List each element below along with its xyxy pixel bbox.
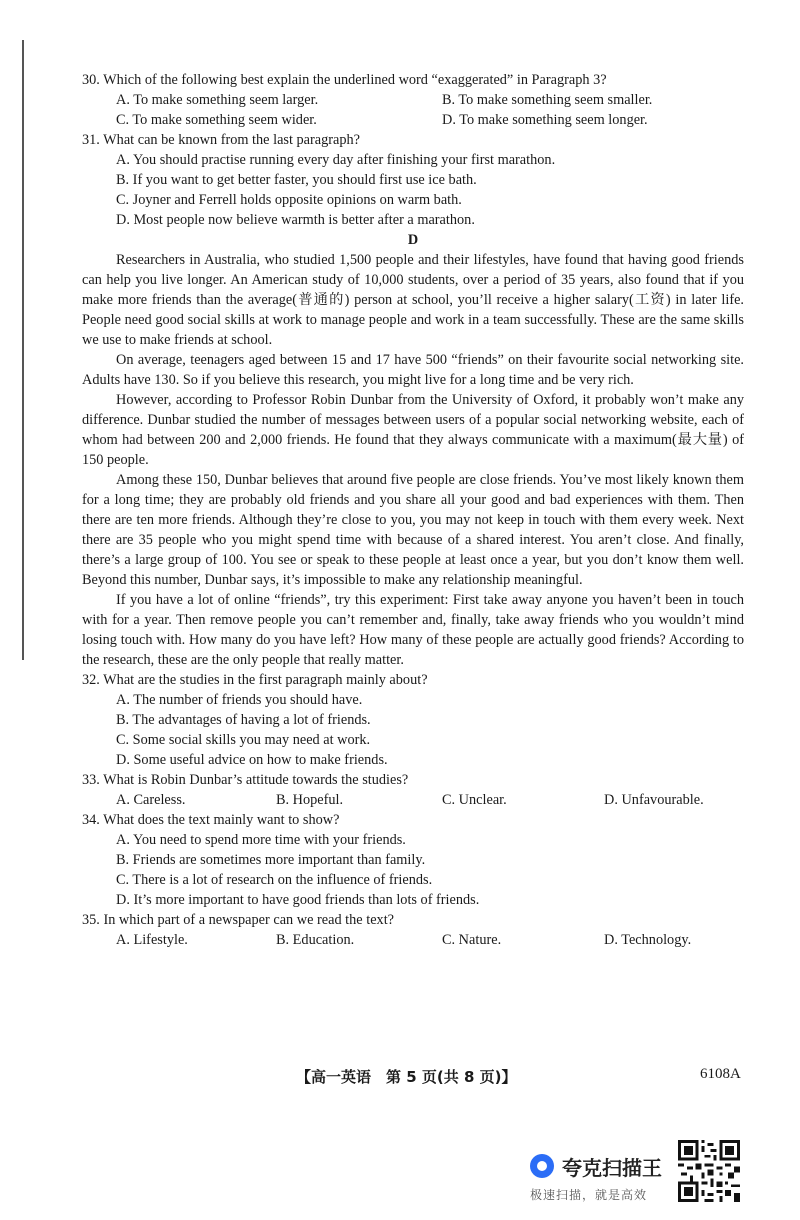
option-a: A. Careless. <box>116 792 186 808</box>
scanner-watermark <box>524 1150 674 1210</box>
question-35-stem: 35. In which part of a newspaper can we read the text? <box>82 912 395 928</box>
question-34-stem: 34. What does the text mainly want to show? <box>82 812 340 828</box>
qr-code-icon <box>678 1140 740 1202</box>
option-a: A. Lifestyle. <box>116 932 188 948</box>
passage-paragraph-5: If you have a lot of online “friends”, try this experiment: First take away anyone you haven’t been in touch with for a year. Then remove people you can’t remember and, finally, take away friends who you wouldn’t mind losing touch with. How many do you have left? How many of these people are actually good friends? According to the research, these are the only people that really matter. <box>82 592 744 668</box>
exam-content <box>82 70 744 950</box>
question-35-options <box>116 930 744 950</box>
option-d: D. Unfavourable. <box>604 792 704 808</box>
passage-paragraph-4: Among these 150, Dunbar believes that around five people are close friends. You’ve most likely known them for a long time; they are probably old friends and you share all your good and bad experiences with them. Then there are ten more friends. Although they’re close to you, you may not keep in touch with them every week. Next there are 35 people who you might spend time with because of a shared interest. You aren’t close. And finally, there’s a large group of 100. You see or speak to these people at least once a year, but you don’t know them well. Beyond this number, Dunbar says, it’s impossible to make any relationship meaningful. <box>82 472 744 588</box>
question-33-options <box>116 790 744 810</box>
option-d: D. Some useful advice on how to make friends. <box>116 752 388 768</box>
brand-name: 夸克扫描王 <box>562 1156 662 1180</box>
option-b: B. Friends are sometimes more important than family. <box>116 852 426 868</box>
quark-logo-icon <box>530 1154 554 1178</box>
option-c: C. Nature. <box>442 932 502 948</box>
option-c: C. Unclear. <box>442 792 507 808</box>
section-label: D <box>407 232 419 248</box>
option-c: C. Some social skills you may need at work. <box>116 732 371 748</box>
binding-margin-line <box>22 40 24 660</box>
option-a: A. To make something seem larger. <box>116 92 319 108</box>
option-c: C. Joyner and Ferrell holds opposite opinions on warm bath. <box>116 192 462 208</box>
option-b: B. The advantages of having a lot of friends. <box>116 712 371 728</box>
option-d: D. It’s more important to have good friends than lots of friends. <box>116 892 480 908</box>
option-c: C. There is a lot of research on the influence of friends. <box>116 872 433 888</box>
option-b: B. To make something seem smaller. <box>442 92 653 108</box>
passage-paragraph-2: On average, teenagers aged between 15 and 17 have 500 “friends” on their favourite social networking site. Adults have 130. So if you believe this research, you might live for a long time and be very rich. <box>82 352 744 388</box>
option-a: A. You should practise running every day after finishing your first marathon. <box>116 152 556 168</box>
option-b: B. Hopeful. <box>276 792 344 808</box>
question-30-options <box>116 90 744 130</box>
exam-code: 6108A <box>700 1066 741 1082</box>
option-b: B. Education. <box>276 932 355 948</box>
question-31-stem: 31. What can be known from the last paragraph? <box>82 132 361 148</box>
brand-slogan: 极速扫描，就是高效 <box>530 1188 648 1202</box>
option-d: D. Most people now believe warmth is better after a marathon. <box>116 212 475 228</box>
question-30-stem: 30. Which of the following best explain the underlined word “exaggerated” in Paragraph 3? <box>82 72 607 88</box>
question-33-stem: 33. What is Robin Dunbar’s attitude towards the studies? <box>82 772 409 788</box>
option-d: D. To make something seem longer. <box>442 112 648 128</box>
option-a: A. The number of friends you should have. <box>116 692 363 708</box>
page-number-label: 【高一英语 第 5 页(共 8 页)】 <box>296 1068 517 1086</box>
passage-paragraph-3: However, according to Professor Robin Dunbar from the University of Oxford, it probably won’t make any difference. Dunbar studied the number of messages between users of a popular social networking website, each of whom had between 200 and 2,000 friends. He found that they always communicate with a maximum(最大量) of 150 people. <box>82 392 744 468</box>
question-32-stem: 32. What are the studies in the first paragraph mainly about? <box>82 672 428 688</box>
option-a: A. You need to spend more time with your friends. <box>116 832 406 848</box>
option-c: C. To make something seem wider. <box>116 112 317 128</box>
option-d: D. Technology. <box>604 932 692 948</box>
option-b: B. If you want to get better faster, you should first use ice bath. <box>116 172 477 188</box>
passage-paragraph-1: Researchers in Australia, who studied 1,500 people and their lifestyles, have found that having good friends can help you live longer. An American study of 10,000 students, over a period of 35 years, also found that if you make more friends than the average(普通的) person at school, you’ll receive a higher salary(工资) in later life. People need good social skills at work to manage people and work in a team successfully. These are the same skills we use to make friends at school. <box>82 252 744 348</box>
